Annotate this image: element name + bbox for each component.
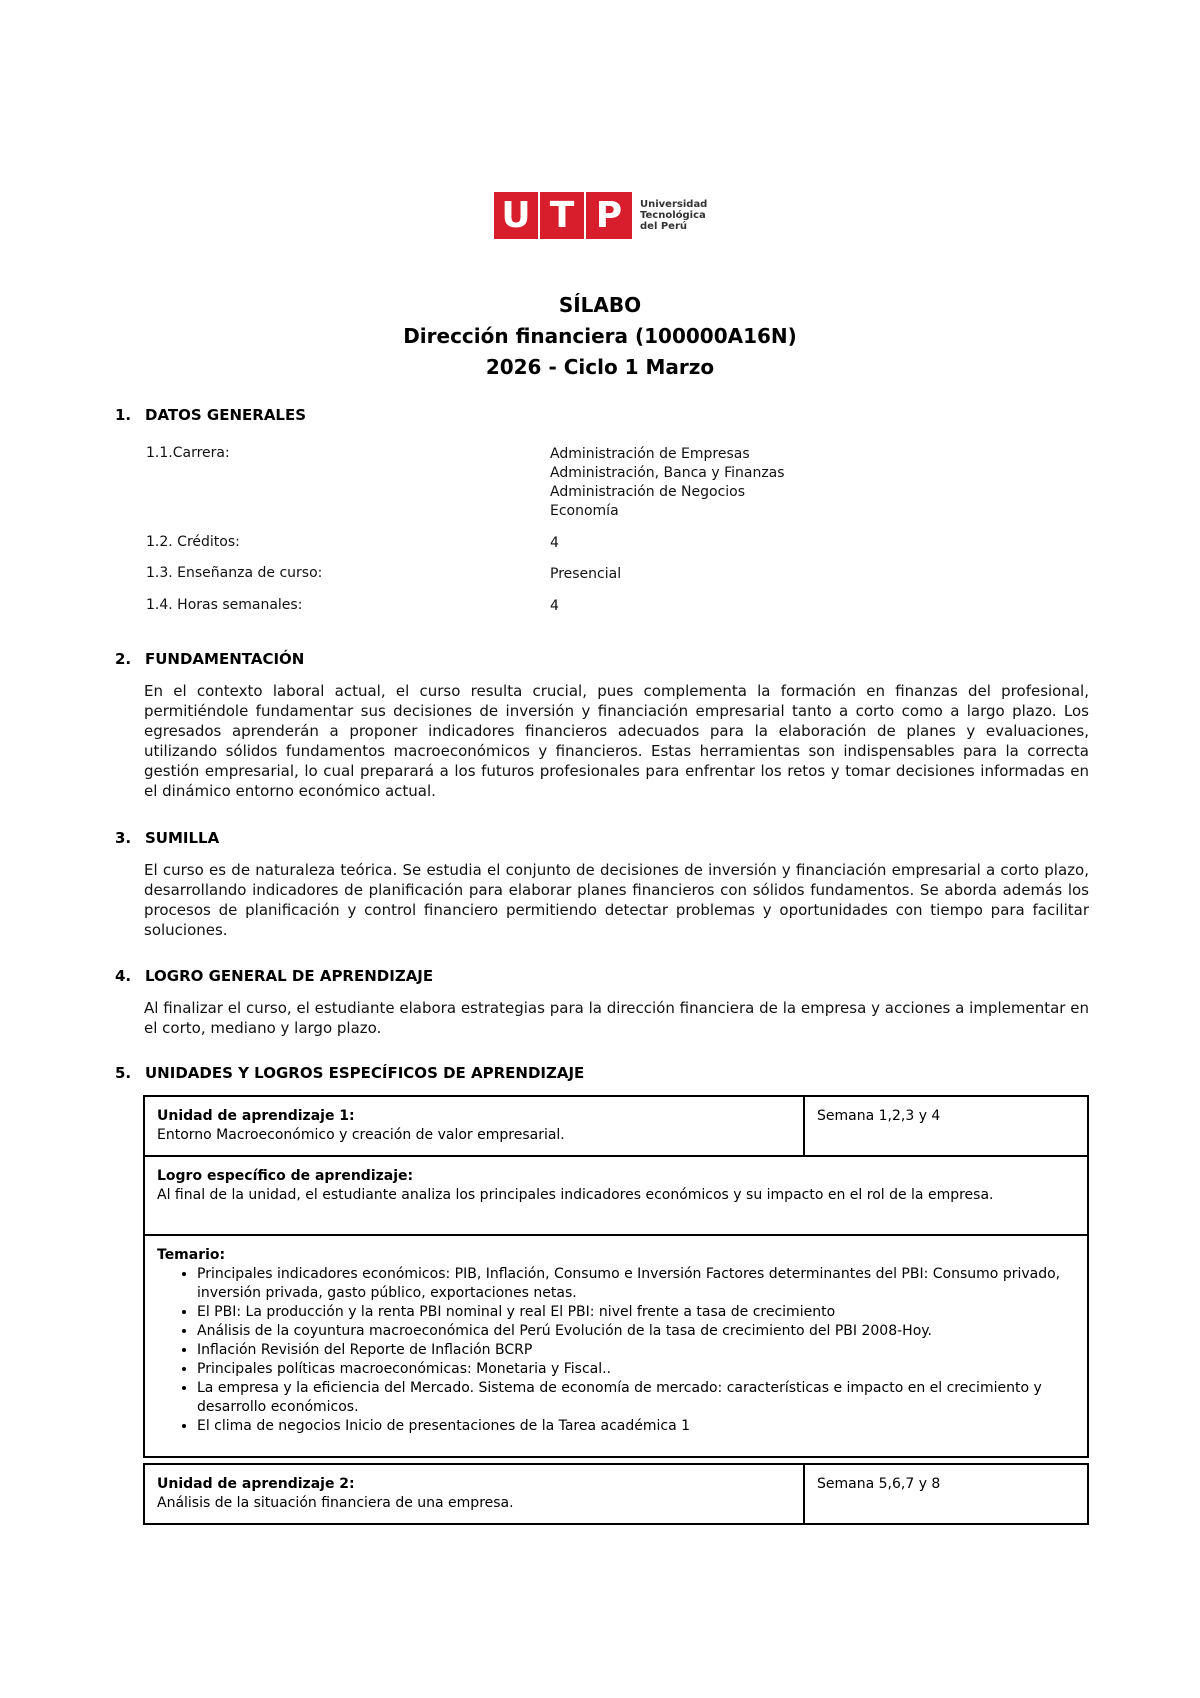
temario-item: • Análisis de la coyuntura macroeconómica del Perú Evolución de la tasa de crecimiento del PBI 2008-Hoy. — [197, 1322, 1075, 1341]
horas-label: 1.4. Horas semanales: — [146, 597, 303, 613]
section-number: 3. — [115, 829, 132, 847]
carrera-label: 1.1.Carrera: — [146, 445, 230, 461]
temario-item: • Principales indicadores económicos: PIB, Inflación, Consumo e Inversión Factores determinantes del PBI: Consumo privado, inversión privada, gasto público, exportaciones netas. — [197, 1265, 1075, 1303]
unit-2-header-row — [145, 1465, 1087, 1523]
ensenanza-label: 1.3. Enseñanza de curso: — [146, 565, 323, 581]
section-heading-datos-generales — [115, 406, 306, 424]
unit-1-weeks: Semana 1,2,3 y 4 — [817, 1108, 941, 1124]
section-title: FUNDAMENTACIÓN — [145, 650, 305, 668]
logo-letter-u: U — [494, 192, 540, 239]
temario-item: • Principales políticas macroeconómicas: Monetaria y Fiscal.. — [197, 1360, 1075, 1379]
section-title: LOGRO GENERAL DE APRENDIZAJE — [145, 967, 434, 985]
unit-1-table — [143, 1095, 1089, 1458]
section-number: 5. — [115, 1064, 132, 1082]
temario-item: • Inflación Revisión del Reporte de Inflación BCRP — [197, 1341, 1075, 1360]
section-heading-logro-general — [115, 967, 433, 985]
unit-2-table — [143, 1463, 1089, 1525]
creditos-label: 1.2. Créditos: — [146, 534, 240, 550]
logo-text-line: Universidad — [640, 199, 708, 210]
carrera-item: Economía — [550, 503, 619, 519]
logo-letter-t: T — [540, 192, 586, 239]
unit-2-title-cell — [145, 1465, 805, 1523]
fundamentacion-text: En el contexto laboral actual, el curso resulta crucial, pues complementa la formación en finanzas del profesional, permitiéndole fundamentar sus decisiones de inversión y financiación empresarial tanto a corto como a largo plazo. Los egresados aprenderán a proponer indicadores financieros adecuados para la elaboración de planes y evaluaciones, utilizando sólidos fundamentos macroeconómicos y financieros. Estas herramientas son indispensables para la correcta gestión empresarial, lo cual preparará a los futuros profesionales para enfrentar los retos y tomar decisiones informadas en el dinámico entorno económico actual. — [144, 682, 1089, 800]
unit-2-name: Análisis de la situación financiera de una empresa. — [157, 1495, 514, 1511]
section-heading-sumilla — [115, 829, 219, 847]
unit-1-temario-label: Temario: — [157, 1247, 226, 1263]
temario-list — [157, 1265, 1075, 1436]
document-title-block — [0, 290, 1200, 383]
temario-item: • El clima de negocios Inicio de presentaciones de la Tarea académica 1 — [197, 1417, 1075, 1436]
unit-1-temario-row — [145, 1236, 1087, 1456]
section-number: 4. — [115, 967, 132, 985]
unit-2-weeks: Semana 5,6,7 y 8 — [817, 1476, 941, 1492]
section-title: UNIDADES Y LOGROS ESPECÍFICOS DE APRENDIZAJE — [145, 1064, 585, 1082]
utp-logo — [494, 192, 707, 239]
course-cycle: 2026 - Ciclo 1 Marzo — [485, 355, 715, 379]
logo-text-line: Tecnológica — [640, 210, 706, 221]
temario-item: • El PBI: La producción y la renta PBI nominal y real El PBI: nivel frente a tasa de crecimiento — [197, 1303, 1075, 1322]
sumilla-text: El curso es de naturaleza teórica. Se estudia el conjunto de decisiones de inversión y financiación empresarial a corto plazo, desarrollando indicadores de planificación para elaborar planes financieros con sólidos fundamentos. Se aborda además los procesos de planificación y control financiero permitiendo detectar problemas y oportunidades con tiempo para facilitar soluciones. — [144, 861, 1089, 939]
horas-value: 4 — [550, 598, 559, 614]
carrera-item: Administración, Banca y Finanzas — [550, 465, 785, 481]
unit-1-header-row — [145, 1097, 1087, 1157]
logo-text-line: del Perú — [640, 221, 688, 232]
logro-general-text: Al finalizar el curso, el estudiante elabora estrategias para la dirección financiera de la empresa y acciones a implementar en el corto, mediano y largo plazo. — [144, 999, 1089, 1037]
section-title: SUMILLA — [145, 829, 220, 847]
logo-letter-p: P — [595, 195, 623, 236]
unit-1-label: Unidad de aprendizaje 1: — [157, 1108, 355, 1124]
unit-1-name: Entorno Macroeconómico y creación de valor empresarial. — [157, 1127, 565, 1143]
section-number: 1. — [115, 406, 132, 424]
section-heading-unidades — [115, 1064, 584, 1082]
logo-letters — [494, 192, 632, 239]
unit-1-temario-cell — [145, 1236, 1087, 1446]
temario-item: • La empresa y la eficiencia del Mercado. Sistema de economía de mercado: características e impacto en el crecimiento y desarrollo económicos. — [197, 1379, 1075, 1417]
carrera-item: Administración de Negocios — [550, 484, 746, 500]
creditos-value: 4 — [550, 535, 559, 551]
section-heading-fundamentacion — [115, 650, 304, 668]
course-name: Dirección financiera (100000A16N) — [403, 324, 797, 348]
carrera-item: Administración de Empresas — [550, 446, 750, 462]
unit-1-logro-label: Logro específico de aprendizaje: — [157, 1168, 414, 1184]
unit-2-label: Unidad de aprendizaje 2: — [157, 1476, 355, 1492]
unit-1-logro-cell — [145, 1157, 1087, 1215]
logo-text — [640, 199, 707, 232]
ensenanza-value: Presencial — [550, 566, 622, 582]
carrera-values — [550, 445, 785, 521]
section-title: DATOS GENERALES — [145, 406, 307, 424]
section-number: 2. — [115, 650, 132, 668]
document-title: SÍLABO — [558, 293, 642, 317]
unit-1-title-cell — [145, 1097, 805, 1155]
unit-1-logro-row — [145, 1157, 1087, 1236]
unit-1-logro-text: Al final de la unidad, el estudiante analiza los principales indicadores económicos y su impacto en el rol de la empresa. — [157, 1187, 994, 1203]
